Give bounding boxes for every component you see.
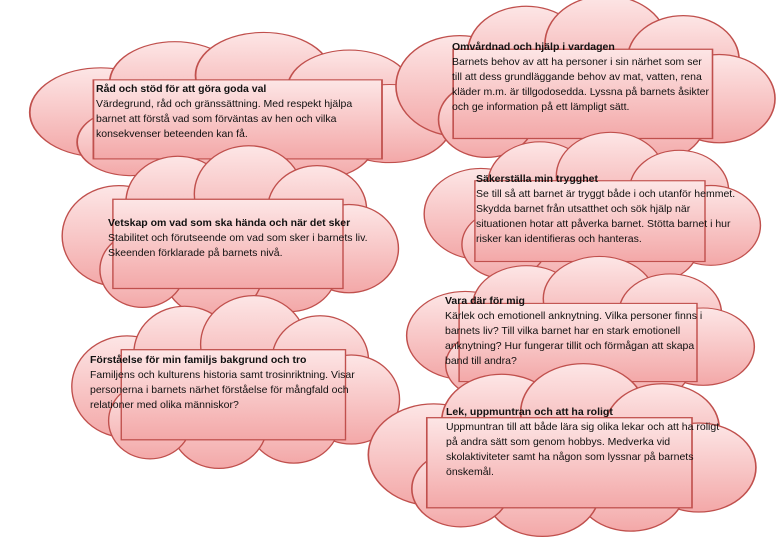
cloud-body: Barnets behov av att ha personer i sin närhet som ser till att dess grundläggande behov av mat, vatten, rena kläder m.m. är tillgodosedda. Lyssna på barnets åsikter och ge information på ett lämpligt sätt. <box>452 56 709 113</box>
cloud-text-omvardnad <box>452 40 712 115</box>
cloud-title: Säkerställa min trygghet <box>476 173 598 185</box>
cloud-title: Förståelse för min familjs bakgrund och tro <box>90 354 307 366</box>
cloud-text-lek <box>446 405 726 480</box>
cloud-body: Stabilitet och förutseende om vad som sker i barnets liv. Skeenden förklarade på barnets nivå. <box>108 232 368 259</box>
cloud-title: Omvårdnad och hjälp i vardagen <box>452 41 615 53</box>
cloud-text-trygghet <box>476 172 741 247</box>
cloud-title: Lek, uppmuntran och att ha roligt <box>446 406 613 418</box>
cloud-body: Uppmuntran till att både lära sig olika lekar och att ha roligt på andra sätt som genom hobbys. Medverka vid skolaktiviteter samt ha någon som lyssnar på barnets önskemål. <box>446 421 720 478</box>
cloud-title: Vetskap om vad som ska hända och när det sker <box>108 217 351 229</box>
cloud-title: Vara där för mig <box>445 295 525 307</box>
cloud-body: Familjens och kulturens historia samt trosinriktning. Visar personerna i barnets närhet förståelse för mångfald och relationer med olika människor? <box>90 369 355 411</box>
cloud-title: Råd och stöd för att göra goda val <box>96 83 267 95</box>
cloud-body: Kärlek och emotionell anknytning. Vilka personer finns i barnets liv? Till vilka barnet har en stark emotionell anknytning? Hur fungerar tillit och förmågan att skapa band till andra? <box>445 310 703 367</box>
cloud-text-vetskap <box>108 216 368 261</box>
cloud-body: Se till så att barnet är tryggt både i och utanför hemmet. Skydda barnet från utsatthet och sök hjälp när situationen hotar att påverka barnet. Stötta barnet i hur risker kan identifieras och hanteras. <box>476 188 736 245</box>
cloud-body: Värdegrund, råd och gränssättning. Med respekt hjälpa barnet att förstå vad som förväntas av hen och vilka konsekvenser beteenden kan få. <box>96 98 353 140</box>
cloud-text-rad <box>96 82 376 142</box>
cloud-text-forstaelse <box>90 353 370 413</box>
cloud-text-vara <box>445 294 710 369</box>
